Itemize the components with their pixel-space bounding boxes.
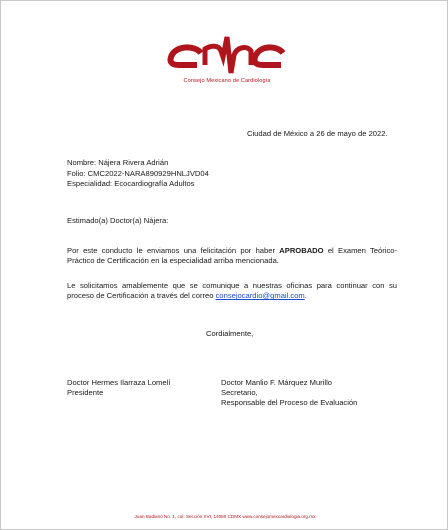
paragraph-approval: [67, 246, 397, 266]
footer-address: Juan Badiano No. 1, col. Sección XVI, 14080 CDMX www.consejomexcardiologia.org.mx: [134, 514, 316, 519]
logo-caption: Consejo Mexicano de Cardiología: [183, 78, 271, 84]
letter-date: Ciudad de México a 26 de mayo de 2022.: [247, 129, 388, 138]
paragraph-contact: [67, 281, 397, 301]
closing: Cordialmente,: [206, 329, 254, 338]
recipient-name: Nombre: Nájera Rivera Adrián: [67, 158, 169, 167]
president-name: Doctor Hermes Ilarraza Lomelí: [67, 378, 171, 387]
approved-label: APROBADO: [279, 246, 324, 255]
folio-number: Folio: CMC2022-NARA890929HNLJVD04: [67, 169, 209, 178]
secretary-name: Doctor Manlio F. Márquez Murillo: [221, 378, 332, 387]
para1-text-b: el Examen Teórico-Práctico de Certificación en la especialidad arriba mencionada.: [67, 246, 397, 266]
president-role: Presidente: [67, 388, 104, 397]
specialty: Especialidad: Ecocardiografía Adultos: [67, 179, 195, 188]
email-link[interactable]: consejocardio@gmail.com: [215, 291, 305, 301]
cmc-logo-graphic: [161, 35, 291, 79]
para2-text-a: Le solicitamos amablemente que se comunique a nuestras oficinas para continuar con su proceso de Certificación a través del correo: [67, 281, 397, 301]
para2-text-b: .: [304, 291, 307, 301]
secretary-role: Secretario,: [221, 388, 258, 397]
para1-text-a: Por este conducto le enviamos una felicitación por haber: [67, 246, 280, 255]
salutation: Estimado(a) Doctor(a) Nájera:: [67, 216, 169, 225]
evaluation-role: Responsable del Proceso de Evaluación: [221, 398, 358, 407]
